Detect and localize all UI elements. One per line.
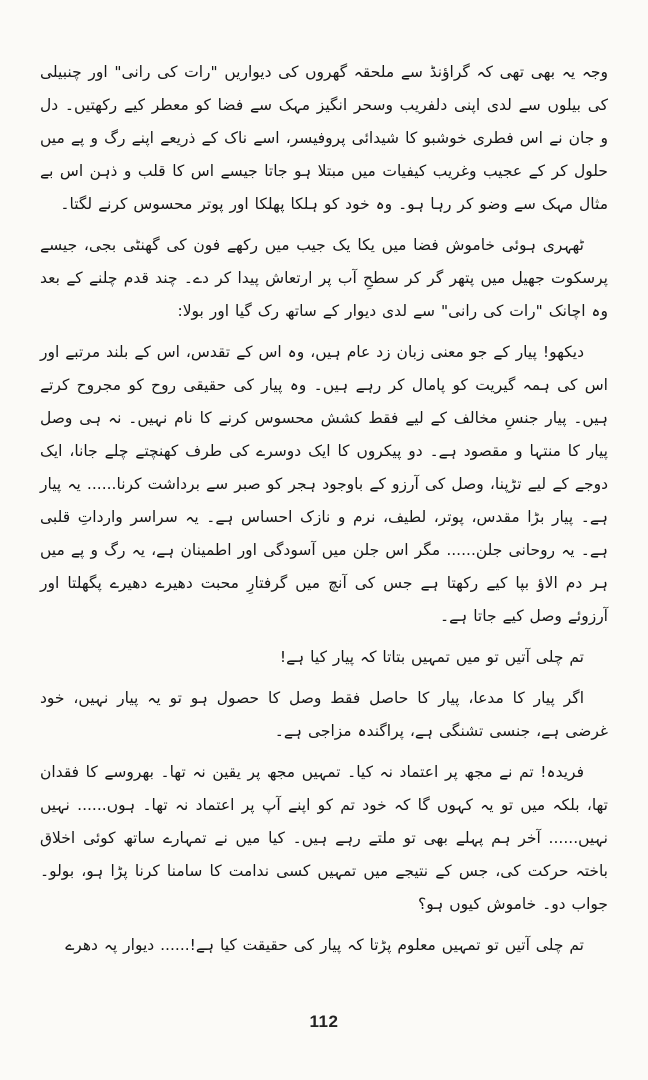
paragraph-5: اگر پیار کا مدعا، پیار کا حاصل فقط وصل کا حصول ہو تو یہ پیار نہیں، خود غرضی ہے، جنسی تشنگی ہے، پراگندہ مزاجی ہے۔ <box>40 689 608 740</box>
paragraph-7: تم چلی آتیں تو تمہیں معلوم پڑتا کہ پیار کی حقیقت کیا ہے!...... دیوار پہ دھرے <box>65 936 584 954</box>
paragraph-1: وجہ یہ بھی تھی کہ گراؤنڈ سے ملحقہ گھروں کی دیواریں "رات کی رانی" اور چنبیلی کی بیلوں سے لدی اپنی دلفریب وسحر انگیز مہک سے فضا کو معطر کیے رکھتیں۔ دل و جان نے اس فطری خوشبو کا شیدائی پروفیسر، اسے ناک کے ذریعے اپنے رگ و پے میں حلول کر کے عجیب وغریب کیفیات میں مبتلا ہو جاتا جیسے اس کا قلب و ذہن اس بے مثال مہک سے وضو کر رہا ہو۔ وہ خود کو ہلکا پھلکا اور پوتر محسوس کرنے لگتا۔ <box>40 63 608 213</box>
paragraph-3: دیکھو! پیار کے جو معنی زبان زد عام ہیں، وہ اس کے تقدس، اس کے بلند مرتبے اور اس کی ہمہ گیریت کو پامال کر رہے ہیں۔ وہ پیار کی حقیقی روح کو مجروح کرتے ہیں۔ پیار جنسِ مخالف کے لیے فقط کشش محسوس کرنے کا نام نہیں۔ نہ ہی وصل پیار کا منتہا و مقصود ہے۔ دو پیکروں کا ایک دوسرے کی طرف کھنچتے چلے جانا، ایک دوجے کے لیے تڑپنا، وصل کی آرزو کے باوجود ہجر کو صبر سے برداشت کرنا...... یہ پیار ہے۔ پیار بڑا مقدس، پوتر، لطیف، نرم و نازک احساس ہے۔ یہ سراسر وارداتِ قلبی ہے۔ یہ روحانی جلن...... مگر اس جلن میں آسودگی اور اطمینان ہے، یہ رگ و پے میں ہر دم الاؤ بپا کیے رکھتا ہے جس کی آنچ میں گرفتارِ محبت دھیرے دھیرے پگھلتا اور آرزوئے وصل کیے جاتا ہے۔ <box>40 343 608 625</box>
paragraph-4: تم چلی آتیں تو میں تمہیں بتاتا کہ پیار کیا ہے! <box>279 648 584 666</box>
paragraph-6: فریدہ! تم نے مجھ پر اعتماد نہ کیا۔ تمہیں مجھ پر یقین نہ تھا۔ بھروسے کا فقدان تھا، بلکہ میں تو یہ کہوں گا کہ خود تم کو اپنے آپ پر اعتماد نہ تھا۔ ہوں...... نہیں نہیں...... آخر ہم پہلے بھی تو ملتے رہے ہیں۔ کیا میں نے تمہارے ساتھ کوئی اخلاق باختہ حرکت کی، جس کے نتیجے میں تمہیں کسی ندامت کا سامنا کرنا پڑا ہو، بولو۔ جواب دو۔ خاموش کیوں ہو؟ <box>40 763 608 913</box>
paragraph-2: ٹھہری ہوئی خاموش فضا میں یکا یک جیب میں رکھے فون کی گھنٹی بجی، جیسے پرسکوت جھیل میں پتھر گر کر سطحِ آب پر ارتعاش پیدا کر دے۔ چند قدم چلنے کے بعد وہ اچانک "رات کی رانی" سے لدی دیوار کے ساتھ رک گیا اور بولا: <box>40 236 608 320</box>
urdu-text-block <box>40 56 608 962</box>
page-number: 112 <box>309 1012 339 1031</box>
